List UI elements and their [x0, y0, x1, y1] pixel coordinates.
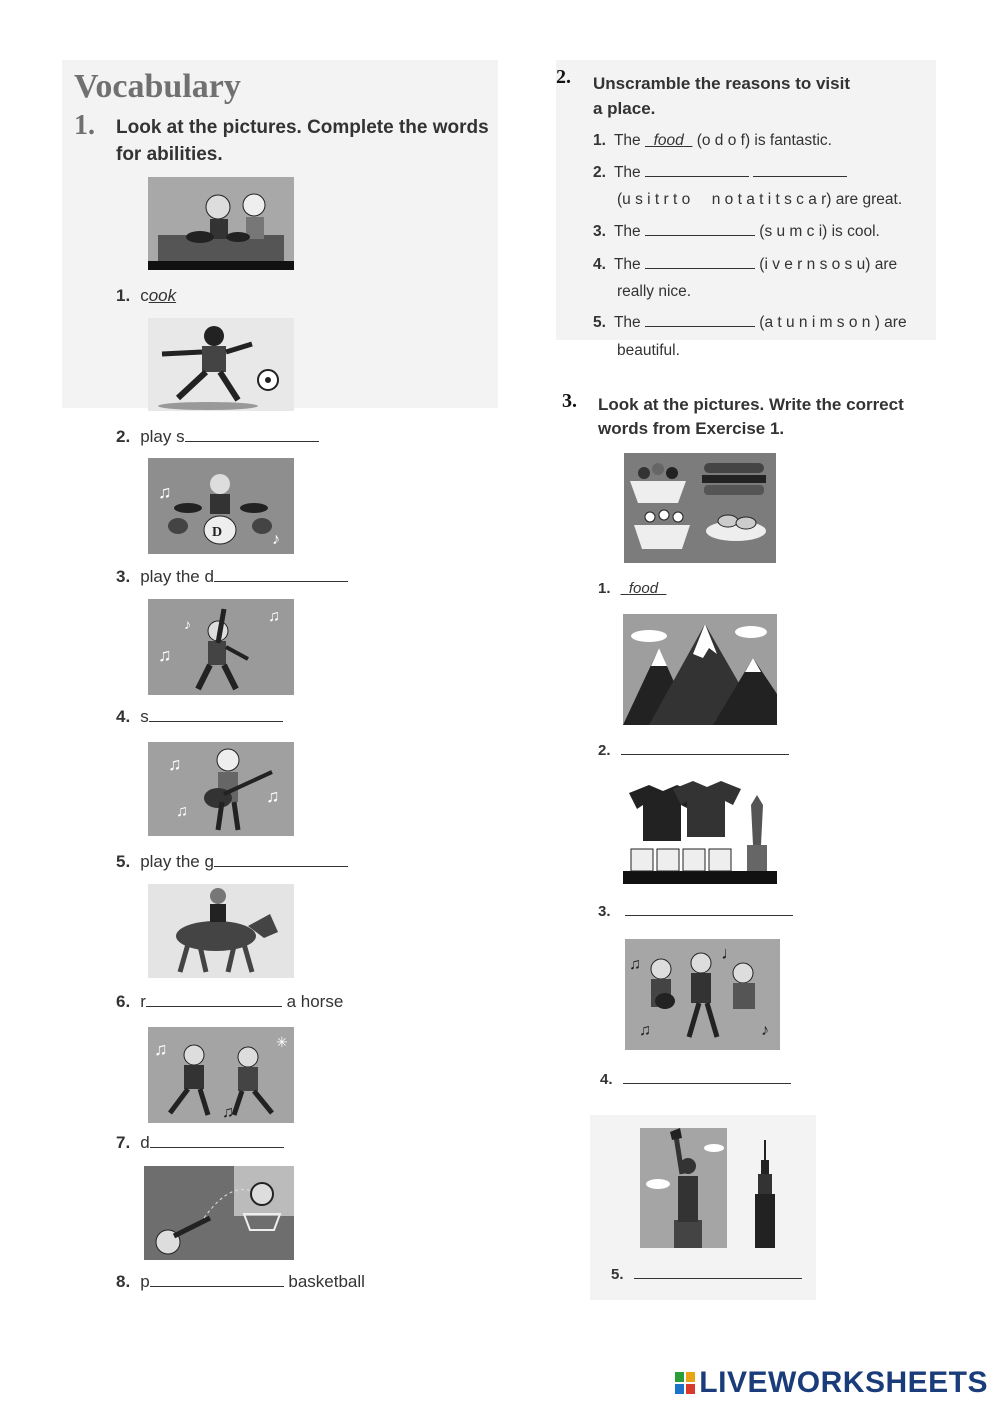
ex1-item-5 — [116, 852, 348, 872]
item-prefix: play the d — [140, 567, 214, 586]
souvenirs-image — [623, 775, 777, 884]
ex2-item-4-cont: really nice. — [617, 283, 692, 300]
ex3-item-3 — [598, 901, 793, 920]
svg-text:♫: ♫ — [266, 786, 280, 806]
svg-text:♫: ♫ — [629, 956, 641, 973]
item-number: 5. — [116, 852, 131, 871]
answer-blank[interactable] — [625, 901, 793, 916]
item-lead: The — [613, 132, 641, 149]
food-image — [624, 453, 776, 563]
ex3-number: 3. — [562, 390, 577, 412]
ex1-item-1 — [116, 286, 176, 306]
item-number: 3. — [598, 903, 611, 920]
item-prefix: r — [140, 992, 146, 1011]
answer-blank[interactable] — [645, 312, 755, 327]
item-number: 1. — [593, 132, 606, 149]
answer-blank[interactable] — [645, 162, 749, 177]
ex1-item-2 — [116, 427, 319, 447]
ex2-item-5 — [593, 309, 907, 336]
item-scramble: (a t u n i m s o n ) are — [759, 314, 907, 331]
item-prefix: c — [140, 286, 149, 305]
svg-text:♫: ♫ — [639, 1022, 651, 1039]
svg-text:♪: ♪ — [184, 616, 191, 632]
item-number: 2. — [598, 742, 611, 759]
answer-blank[interactable] — [185, 427, 319, 442]
answer-field[interactable] — [621, 580, 667, 597]
answer-text: food — [628, 580, 659, 597]
empire-state-building-image — [752, 1140, 778, 1248]
singing-image — [148, 599, 294, 695]
answer-blank[interactable] — [146, 992, 282, 1007]
svg-text:♩: ♩ — [721, 943, 739, 963]
answer-blank[interactable] — [634, 1264, 802, 1279]
item-number: 3. — [116, 567, 131, 586]
ex2-item-1 — [593, 127, 832, 154]
answer-field[interactable]: ook — [148, 286, 177, 305]
ex1-number: 1. — [74, 110, 95, 141]
answer-blank[interactable] — [214, 567, 348, 582]
item-number: 4. — [600, 1071, 613, 1088]
ex1-item-8 — [116, 1272, 365, 1292]
item-lead: The — [613, 256, 641, 273]
liveworksheets-logo[interactable] — [675, 1366, 988, 1400]
item-scramble: (i v e r n s o s u) are — [759, 256, 898, 273]
svg-text:♫: ♫ — [176, 803, 188, 820]
ex2-instruction-line2: a place. — [593, 99, 656, 118]
ex3-item-1 — [598, 580, 666, 597]
monuments-image — [640, 1128, 727, 1248]
svg-text:D: D — [212, 525, 223, 540]
ex1-item-3 — [116, 567, 348, 587]
svg-text:♫: ♫ — [154, 1039, 168, 1059]
ex2-item-5-cont: beautiful. — [617, 342, 680, 359]
svg-text:♫: ♫ — [168, 754, 182, 774]
svg-text:♫: ♫ — [158, 645, 172, 665]
item-prefix: play s — [140, 427, 185, 446]
answer-blank[interactable] — [150, 1272, 284, 1287]
item-number: 2. — [116, 427, 131, 446]
ex3-item-5 — [611, 1264, 802, 1283]
cooking-image — [148, 177, 294, 270]
item-number: 5. — [593, 314, 606, 331]
ex1-item-4 — [116, 707, 283, 727]
item-prefix: s — [140, 707, 149, 726]
item-number: 4. — [593, 256, 606, 273]
ex3-item-2 — [598, 740, 789, 759]
answer-blank[interactable] — [645, 254, 755, 269]
answer-blank[interactable] — [149, 707, 283, 722]
item-lead: The — [613, 314, 641, 331]
logo-text: LIVEWORKSHEETS — [699, 1366, 988, 1399]
soccer-image — [148, 318, 294, 411]
answer-blank[interactable] — [214, 852, 348, 867]
item-prefix: play the g — [140, 852, 214, 871]
answer-field[interactable] — [645, 132, 692, 149]
drums-image — [148, 458, 294, 554]
musicians-image — [625, 939, 780, 1050]
svg-text:♪: ♪ — [761, 1022, 769, 1039]
item-prefix: d — [140, 1133, 150, 1152]
basketball-image — [144, 1166, 294, 1260]
item-scramble: (s u m c i) is cool. — [759, 223, 880, 240]
answer-blank[interactable] — [623, 1069, 791, 1084]
answer-blank[interactable] — [645, 221, 755, 236]
item-lead: The — [613, 164, 641, 181]
ex1-item-6 — [116, 992, 343, 1012]
answer-blank[interactable] — [621, 740, 789, 755]
mountains-image — [623, 614, 777, 725]
item-number: 7. — [116, 1133, 131, 1152]
item-prefix: p — [140, 1272, 150, 1291]
item-scramble: (o d o f) is fantastic. — [696, 132, 832, 149]
ex3-instruction-line1: Look at the pictures. Write the correct — [598, 395, 904, 414]
ex1-instruction: Look at the pictures. Complete the words for abilities. — [116, 117, 489, 165]
ex2-item-2-cont: (u s i t r t o n o t a t i t s c a r) are great. — [617, 191, 903, 208]
item-lead: The — [613, 223, 641, 240]
ex2-number: 2. — [556, 66, 571, 88]
item-number: 2. — [593, 164, 606, 181]
ex2-instruction-line1: Unscramble the reasons to visit — [593, 74, 850, 93]
svg-text:✳: ✳ — [276, 1034, 288, 1050]
item-number: 6. — [116, 992, 131, 1011]
svg-text:♫: ♫ — [158, 482, 172, 502]
item-number: 1. — [598, 580, 611, 597]
item-suffix: a horse — [281, 992, 344, 1011]
item-number: 5. — [611, 1266, 624, 1283]
logo-grid-icon — [675, 1368, 695, 1390]
ex3-instruction-line2: words from Exercise 1. — [598, 419, 785, 438]
answer-text: food — [653, 132, 684, 149]
ex2-item-3 — [593, 218, 880, 245]
item-number: 8. — [116, 1272, 131, 1291]
horse-riding-image — [148, 884, 294, 978]
guitar-image — [148, 742, 294, 836]
answer-blank[interactable] — [150, 1133, 284, 1148]
section-title: Vocabulary — [74, 68, 241, 105]
item-suffix: basketball — [283, 1272, 365, 1291]
ex2-item-2 — [593, 159, 847, 186]
svg-text:♫: ♫ — [222, 1104, 234, 1121]
item-number: 4. — [116, 707, 131, 726]
ex1-item-7 — [116, 1133, 284, 1153]
item-number: 1. — [116, 286, 131, 305]
item-number: 3. — [593, 223, 606, 240]
answer-blank-2[interactable] — [753, 162, 847, 177]
dancing-image — [148, 1027, 294, 1123]
svg-text:♪: ♪ — [272, 531, 280, 548]
ex2-item-4 — [593, 251, 897, 278]
svg-text:♫: ♫ — [268, 608, 280, 625]
ex3-item-4 — [600, 1069, 791, 1088]
